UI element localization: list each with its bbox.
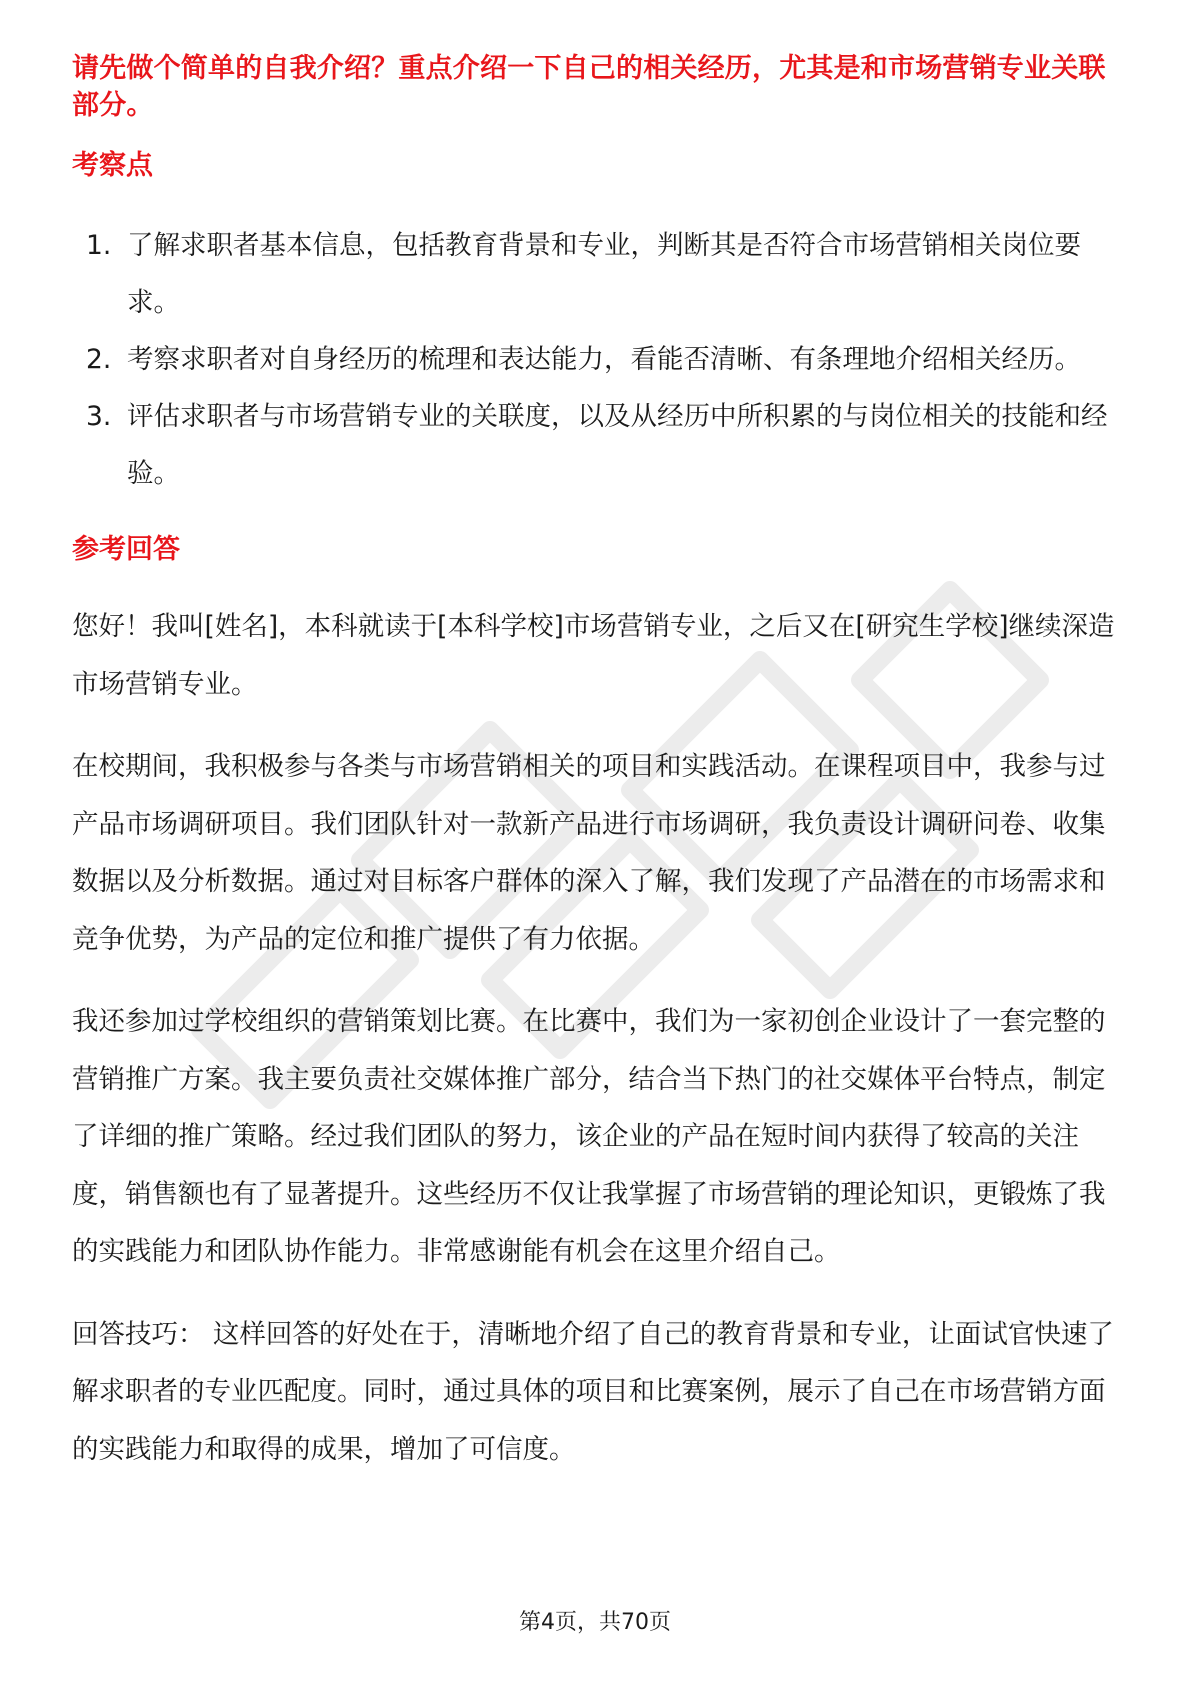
list-item-number: 2. [86,344,112,375]
list-item-number: 1. [86,230,112,261]
answer-paragraph: 您好！我叫[姓名]，本科就读于[本科学校]市场营销专业，之后又在[研究生学校]继续深造市场营销专业。 [72,611,1115,700]
document-page [72,50,1122,1478]
answer-section-title: 参考回答 [72,534,180,565]
page-footer: 第4页，共70页 [519,1610,671,1635]
list-item [72,217,1122,331]
answer-paragraph: 我还参加过学校组织的营销策划比赛。在比赛中，我们为一家初创企业设计了一套完整的营销推广方案。我主要负责社交媒体推广部分，结合当下热门的社交媒体平台特点，制定了详细的推广策略。经过我们团队的努力，该企业的产品在短时间内获得了较高的关注度，销售额也有了显著提升。这些经历不仅让我掌握了市场营销的理论知识，更锻炼了我的实践能力和团队协作能力。非常感谢能有机会在这里介绍自己。 [72,1006,1106,1267]
list-item-text: 考察求职者对自身经历的梳理和表达能力，看能否清晰、有条理地介绍相关经历。 [127,344,1081,375]
points-section-title: 考察点 [72,150,153,181]
list-item [72,388,1122,502]
list-item-number: 3. [86,401,112,432]
list-item-text: 了解求职者基本信息，包括教育背景和专业，判断其是否符合市场营销相关岗位要求。 [127,230,1081,318]
list-item [72,331,1122,388]
points-list [72,217,1122,502]
answer-paragraph: 在校期间，我积极参与各类与市场营销相关的项目和实践活动。在课程项目中，我参与过产品市场调研项目。我们团队针对一款新产品进行市场调研，我负责设计调研问卷、收集数据以及分析数据。通过对目标客户群体的深入了解，我们发现了产品潜在的市场需求和竞争优势，为产品的定位和推广提供了有力依据。 [72,751,1106,955]
answer-tips-paragraph: 回答技巧： 这样回答的好处在于，清晰地介绍了自己的教育背景和专业，让面试官快速了解求职者的专业匹配度。同时，通过具体的项目和比赛案例，展示了自己在市场营销方面的实践能力和取得的成果，增加了可信度。 [72,1318,1114,1465]
question-heading: 请先做个简单的自我介绍？重点介绍一下自己的相关经历，尤其是和市场营销专业关联部分。 [72,53,1106,121]
list-item-text: 评估求职者与市场营销专业的关联度，以及从经历中所积累的与岗位相关的技能和经验。 [127,401,1108,489]
